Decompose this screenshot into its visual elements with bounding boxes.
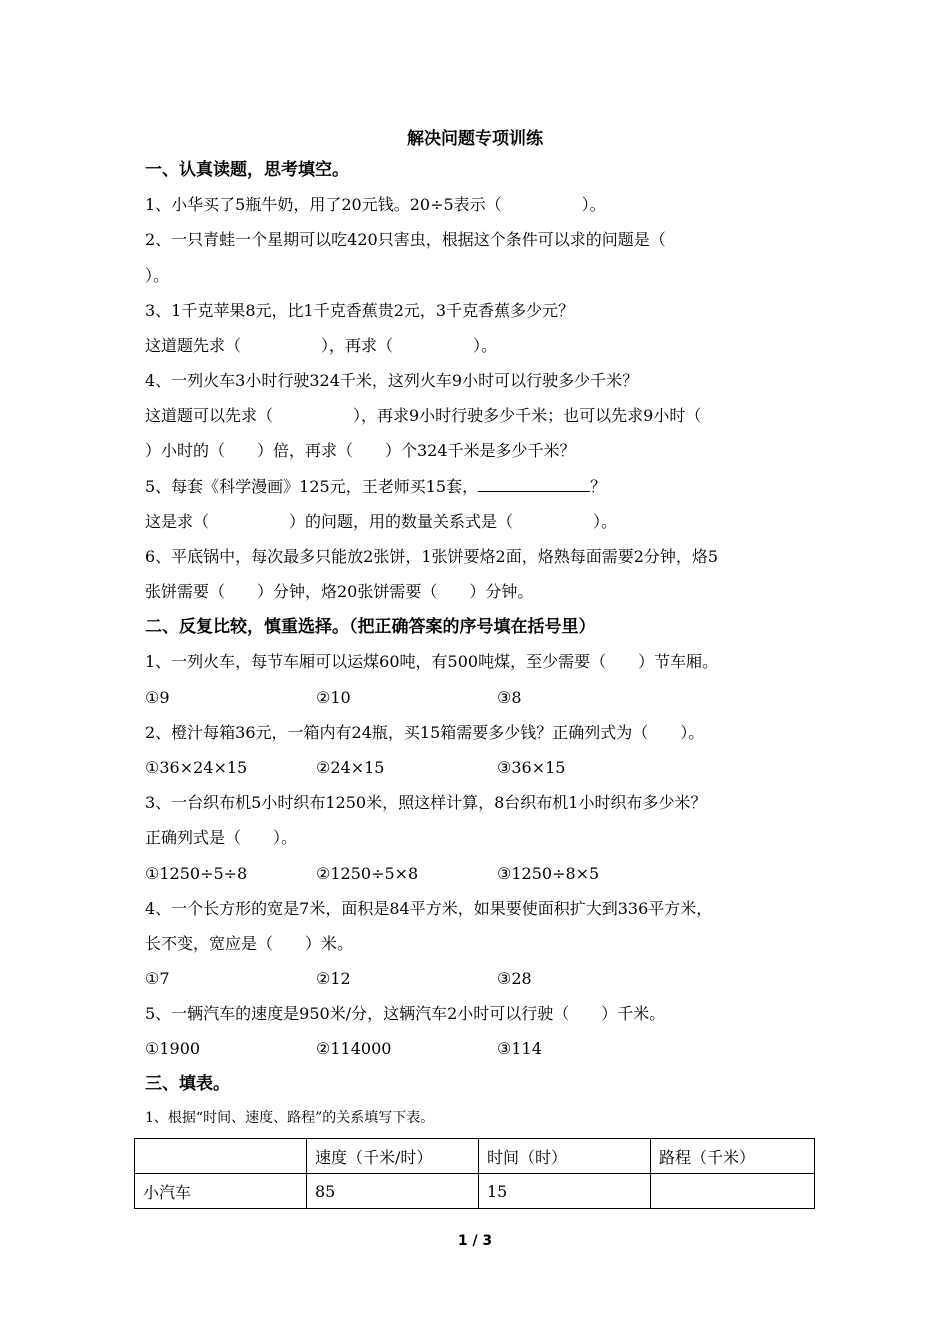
section3-heading: 三、填表。: [145, 1074, 230, 1094]
s2-question-5: 5、一辆汽车的速度是950米/分，这辆汽车2小时可以行驶（ ）千米。: [145, 1004, 666, 1023]
s3-instruction: 1、根据“时间、速度、路程”的关系填写下表。: [145, 1110, 435, 1126]
s2-question-3: 3、一台织布机5小时织布1250米，照这样计算，8台织布机1小时织布多少米？: [145, 793, 707, 812]
s2-q1-option-1: ①9: [145, 688, 170, 707]
s2-q5-option-2: ②114000: [316, 1039, 392, 1058]
s2-q2-option-2: ②24×15: [316, 758, 385, 777]
s1-line-8: ）小时的（ ）倍，再求（ ）个324千米是多少千米？: [145, 441, 576, 460]
q5-suffix: ？: [590, 477, 607, 496]
table-cell: 小汽车: [135, 1174, 307, 1209]
table-answer-cell[interactable]: [651, 1174, 815, 1209]
s2-q3-option-1: ①1250÷5÷8: [145, 864, 248, 883]
s1-line-7: 这道题可以先求（ ），再求9小时行驶多少千米；也可以先求9小时（: [145, 406, 702, 425]
s2-q5-option-1: ①1900: [145, 1039, 201, 1058]
s1-line-4: 3、1千克苹果8元，比1千克香蕉贵2元，3千克香蕉多少元？: [145, 301, 575, 320]
section2-heading: 二、反复比较，慎重选择。（把正确答案的序号填在括号里）: [145, 617, 596, 637]
page-title: 解决问题专项训练: [407, 129, 543, 149]
s1-line-1: 1、小华买了5瓶牛奶，用了20元钱。20÷5表示（ ）。: [145, 195, 606, 214]
s2-question-4: 4、一个长方形的宽是7米，面积是84平方米，如果要使面积扩大到336平方米，: [145, 899, 713, 918]
s2-question-3-line-2: 正确列式是（ ）。: [145, 828, 298, 847]
table-header-cell: 速度（千米/时）: [307, 1139, 479, 1174]
s2-q2-option-3: ③36×15: [497, 758, 566, 777]
s2-question-1: 1、一列火车，每节车厢可以运煤60吨，有500吨煤，至少需要（ ）节车厢。: [145, 652, 719, 671]
s2-q4-option-1: ①7: [145, 969, 170, 988]
answer-blank-line[interactable]: [478, 476, 590, 492]
s2-q2-option-1: ①36×24×15: [145, 758, 248, 777]
s2-q4-option-2: ②12: [316, 969, 351, 988]
table-header-row: [135, 1139, 815, 1174]
s2-question-4-line-2: 长不变，宽应是（ ）米。: [145, 934, 354, 953]
s1-line-3: ）。: [145, 266, 170, 285]
s2-q3-option-2: ②1250÷5×8: [316, 864, 419, 883]
table-header-cell: [135, 1139, 307, 1174]
s2-q5-option-3: ③114: [497, 1039, 542, 1058]
s1-question-5: [145, 476, 606, 498]
s1-line-2: 2、一只青蛙一个星期可以吃420只害虫，根据这个条件可以求的问题是（: [145, 230, 666, 249]
table-row: [135, 1174, 815, 1209]
s1-line-9: 这是求（ ）的问题，用的数量关系式是（ ）。: [145, 512, 618, 531]
s1-line-5: 这道题先求（ ），再求（ ）。: [145, 336, 498, 355]
table-header-cell: 路程（千米）: [651, 1139, 815, 1174]
section1-heading: 一、认真读题，思考填空。: [145, 160, 349, 180]
s2-q4-option-3: ③28: [497, 969, 532, 988]
q5-prefix: 5、每套《科学漫画》125元，王老师买15套，: [145, 477, 479, 496]
s1-line-6: 4、一列火车3小时行驶324千米，这列火车9小时可以行驶多少千米？: [145, 371, 639, 390]
s1-line-11: 张饼需要（ ）分钟，烙20张饼需要（ ）分钟。: [145, 582, 534, 601]
s1-line-10: 6、平底锅中，每次最多只能放2张饼，1张饼要烙2面，烙熟每面需要2分钟，烙5: [145, 547, 719, 566]
s2-q3-option-3: ③1250÷8×5: [497, 864, 600, 883]
s2-question-2: 2、橙汁每箱36元，一箱内有24瓶，买15箱需要多少钱？正确列式为（ ）。: [145, 723, 705, 742]
speed-time-distance-table: [134, 1138, 815, 1209]
page-number: 1 / 3: [457, 1233, 493, 1249]
table-header-cell: 时间（时）: [479, 1139, 651, 1174]
table-cell: 15: [479, 1174, 651, 1209]
s2-q1-option-2: ②10: [316, 688, 351, 707]
table-cell: 85: [307, 1174, 479, 1209]
s2-q1-option-3: ③8: [497, 688, 522, 707]
